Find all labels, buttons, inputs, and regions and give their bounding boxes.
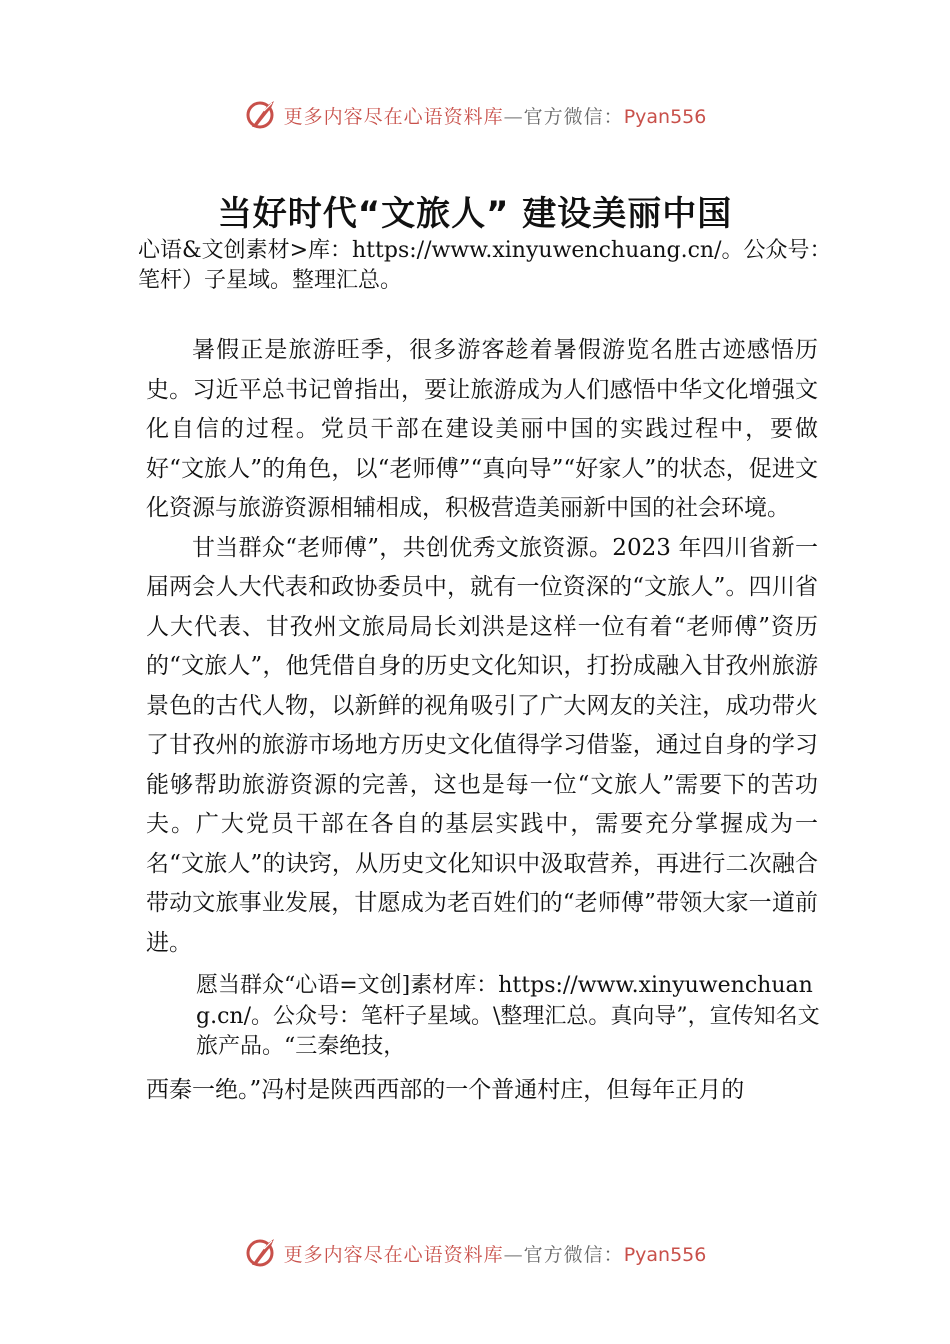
wechat-label: 官方微信： [523,1243,624,1266]
quill-logo-icon [244,97,280,133]
header-banner [0,95,950,135]
banner-slogan: 更多内容尽在心语资料库 [283,105,504,128]
paragraph-tail: 西秦一绝。”冯村是陕西西部的一个普通村庄，但每年正月的 [146,1076,745,1103]
article-body [146,331,818,1110]
banner-slogan: 更多内容尽在心语资料库 [283,1243,504,1266]
banner-text [284,102,707,129]
banner-separator: — [503,105,524,128]
page-title: 当好时代“文旅人” 建设美丽中国 [217,194,733,234]
wechat-label: 官方微信： [523,105,624,128]
inserted-source-note: 愿当群众“心语=文创]素材库：https://www.xinyuwenchuang.cn/。公众号：笔杆子星域。\整理汇总。真向导”，宣传知名文旅产品。“三秦绝技， [196,973,820,1059]
wechat-id: Pyan556 [623,105,707,128]
paragraph-2: 甘当群众“老师傅”，共创优秀文旅资源。2023 年四川省新一届两会人大代表和政协委员中，就有一位资深的“文旅人”。四川省人大代表、甘孜州文旅局局长刘洪是这样一位有着“老师傅”资历的“文旅人”，他凭借自身的历史文化知识，打扮成融入甘孜州旅游景色的古代人物，以新鲜的视角吸引了广大网友的关注，成功带火了甘孜州的旅游市场地方历史文化值得学习借鉴，通过自身的学习能够帮助旅游资源的完善，这也是每一位“文旅人”需要下的苦功夫。广大党员干部在各自的基层实践中，需要充分掌握成为一名“文旅人”的诀窍，从历史文化知识中汲取营养，再进行二次融合带动文旅事业发展，甘愿成为老百姓们的“老师傅”带领大家一道前进。 [146,534,818,956]
banner-separator: — [503,1243,524,1266]
quill-logo-icon [244,1235,280,1271]
source-line: 心语&文创素材>库：https://www.xinyuwenchuang.cn/。公众号：笔杆）子星域。整理汇总。 [138,238,832,293]
wechat-id: Pyan556 [623,1243,707,1266]
paragraph-1: 暑假正是旅游旺季，很多游客趁着暑假游览名胜古迹感悟历史。习近平总书记曾指出，要让旅游成为人们感悟中华文化增强文化自信的过程。党员干部在建设美丽中国的实践过程中，要做好“文旅人”的角色，以“老师傅”“真向导”“好家人”的状态，促进文化资源与旅游资源相辅相成，积极营造美丽新中国的社会环境。 [146,337,818,521]
footer-banner [0,1233,950,1273]
banner-text [284,1240,707,1267]
